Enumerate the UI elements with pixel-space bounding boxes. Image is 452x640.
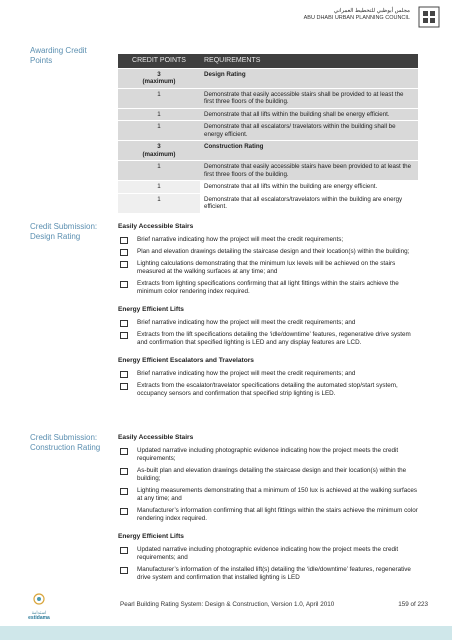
list-item (118, 236, 418, 244)
checkbox-icon (120, 237, 128, 244)
list-item (118, 447, 418, 463)
requirement-cell: Design Rating (200, 68, 418, 88)
credit-points-cell: 1 (118, 88, 200, 108)
list-item-text: Extracts from the escalator/travelator specifications detailing the automated stop/start system, occupancy sensors and confirmation that specified strip lighting is LED. (137, 382, 398, 397)
estidama-logo (24, 592, 54, 624)
list-item (118, 319, 418, 327)
org-name-english: ABU DHABI URBAN PLANNING COUNCIL (303, 15, 410, 21)
requirement-cell: Demonstrate that all lifts within the building are energy efficient. (200, 181, 418, 194)
credit-points-cell: 3 (maximum) (118, 68, 200, 88)
table-row (118, 121, 418, 141)
checkbox-icon (120, 261, 128, 268)
list-item (118, 248, 418, 256)
checkbox-icon (120, 371, 128, 378)
checkbox-icon (120, 508, 128, 515)
list-item-text: Extracts from the lift specifications detailing the ‘idle/downtime’ features, regenerative drive system and confirmation that specified lighting is LED and any display features are LCD. (137, 331, 411, 346)
table-row (118, 161, 418, 181)
estidama-arabic: استدامة (31, 610, 47, 615)
credit-points-cell: 1 (118, 121, 200, 141)
group-title: Energy Efficient Lifts (118, 533, 184, 540)
upc-logo (236, 4, 446, 32)
credit-points-cell: 1 (118, 161, 200, 181)
list-item (118, 260, 418, 276)
checkbox-icon (120, 332, 128, 339)
list-item (118, 566, 418, 582)
design-submission-content (118, 223, 418, 402)
checkbox-icon (120, 448, 128, 455)
checkbox-icon (120, 281, 128, 288)
requirement-cell: Demonstrate that all escalators/ travelators within the building shall be energy efficient. (200, 121, 418, 141)
credit-points-cell: 1 (118, 108, 200, 121)
credit-points-table (118, 53, 418, 213)
list-item-text: Updated narrative including photographic evidence indicating how the project meets the credit requirements; (137, 447, 399, 462)
checkbox-icon (120, 567, 128, 574)
list-item-text: As-built plan and elevation drawings detailing the staircase design and their location(s) within the building; (137, 467, 407, 482)
table-row (118, 193, 418, 213)
requirement-cell: Demonstrate that easily accessible stairs shall be provided to at least the first three floors of the building. (200, 88, 418, 108)
list-item-text: Extracts from lighting specifications confirming that all light fittings within the stairs achieve the minimum color rendering index required. (137, 280, 399, 295)
footer-text: Pearl Building Rating System: Design & Construction, Version 1.0, April 2010 (120, 601, 335, 608)
col-points-header: CREDIT POINTS (118, 54, 200, 69)
requirement-group (118, 357, 418, 398)
list-item (118, 546, 418, 562)
list-item-text: Lighting calculations demonstrating that the minimum lux levels will be achieved on the stairs measured at the walking surfaces at any time; and (137, 260, 396, 275)
table-row (118, 181, 418, 194)
group-title: Energy Efficient Escalators and Travelators (118, 357, 254, 364)
list-item (118, 382, 418, 398)
credit-points-cell: 1 (118, 181, 200, 194)
requirement-group (118, 306, 418, 347)
requirement-group (118, 533, 418, 582)
list-item-text: Manufacturer’s information of the installed lift(s) detailing the ‘idle/downtime’ features, regenerative drive system and confirmation that installed lighting is LED (137, 566, 411, 581)
list-item (118, 487, 418, 503)
list-item (118, 507, 418, 523)
table-row (118, 68, 418, 88)
estidama-emblem-icon (33, 593, 45, 605)
design-submission-label: Credit Submission: Design Rating (30, 222, 98, 241)
upc-emblem-icon (416, 4, 442, 30)
list-item-text: Brief narrative indicating how the project will meet the credit requirements; (137, 236, 344, 243)
list-item-text: Manufacturer’s information confirming that all light fittings within the stairs achieve the minimum color rendering index required. (137, 507, 418, 522)
list-item (118, 467, 418, 483)
table-row (118, 108, 418, 121)
checkbox-icon (120, 249, 128, 256)
construction-submission-content (118, 434, 418, 586)
checkbox-icon (120, 547, 128, 554)
requirement-group (118, 223, 418, 296)
credit-points-cell: 3 (maximum) (118, 141, 200, 161)
org-name-arabic: مجلس أبوظبي للتخطيط العمراني (333, 8, 410, 14)
footer-bar (0, 626, 452, 640)
requirement-group (118, 434, 418, 523)
checkbox-icon (120, 468, 128, 475)
requirement-cell: Demonstrate that easily accessible stairs have been provided to at least the first three floors of the building. (200, 161, 418, 181)
requirement-cell: Demonstrate that all lifts within the building shall be energy efficient. (200, 108, 418, 121)
estidama-name: estidama (28, 615, 50, 621)
table-row (118, 141, 418, 161)
group-title: Easily Accessible Stairs (118, 434, 194, 441)
requirement-cell: Construction Rating (200, 141, 418, 161)
construction-submission-label: Credit Submission: Construction Rating (30, 433, 101, 452)
group-title: Easily Accessible Stairs (118, 223, 194, 230)
awarding-label: Awarding Credit Points (30, 46, 87, 65)
requirement-cell: Demonstrate that all escalators/travelators within the building are energy efficient. (200, 193, 418, 213)
list-item (118, 280, 418, 296)
checkbox-icon (120, 488, 128, 495)
page-number: 159 of 223 (398, 601, 428, 608)
col-requirements-header: REQUIREMENTS (200, 54, 418, 69)
credit-points-cell: 1 (118, 193, 200, 213)
list-item-text: Updated narrative including photographic evidence indicating how the project meets the credit requirements; and (137, 546, 399, 561)
table-row (118, 88, 418, 108)
checkbox-icon (120, 320, 128, 327)
checkbox-icon (120, 383, 128, 390)
list-item-text: Brief narrative indicating how the project will meet the credit requirements; and (137, 370, 356, 377)
table-header-row (118, 54, 418, 69)
list-item-text: Brief narrative indicating how the project will meet the credit requirements; and (137, 319, 356, 326)
list-item (118, 370, 418, 378)
list-item-text: Lighting measurements demonstrating that a minimum of 150 lux is achieved at the walking surfaces at any time; and (137, 487, 418, 502)
list-item-text: Plan and elevation drawings detailing the staircase design and their location(s) within the building; (137, 248, 410, 255)
group-title: Energy Efficient Lifts (118, 306, 184, 313)
page-footer (0, 592, 452, 640)
list-item (118, 331, 418, 347)
